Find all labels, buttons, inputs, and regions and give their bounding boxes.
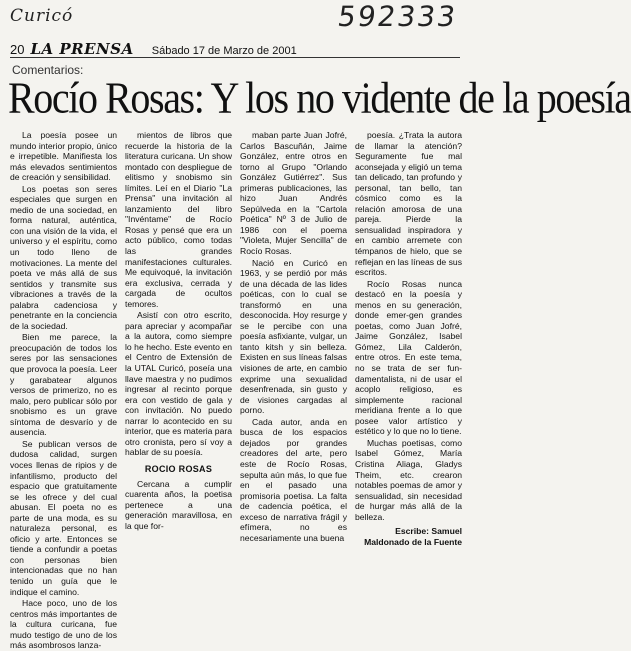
paragraph: mientos de libros que recuerde la historia de la literatura curicana. Un show montado con despliegue de elitismo y snobismo sin límites. Leí en el Diario "La Prensa" una invitación al lanzamiento del libro "Invéntame" de Rocío Rosas y pensé que era un acto público, como todas las grandes manifestaciones culturales. Me equivoqué, la invitación era exclusiva, cerrada y cargada de ocultos temores. (125, 130, 232, 309)
paragraph: Muchas poetisas, como Isabel Gómez, María Cristina Aliaga, Gladys Theim, etc. crearon notables poemas de amor y sensualidad, sin necesidad de hurgar más allá de la belleza. (355, 437, 462, 522)
paragraph: Rocío Rosas nunca destacó en la poesía y menos en su generación, donde emer-gen grandes poetas, como Juan Jofré, Jaime González, Isabel Gómez, Lila Calderón, entre otros. En este tema, no se trata de ser fun-damentalista, ni de usar el acoplo religioso, es simplemente racional meridiana frente a lo que posee valor artístico y estético y lo que no lo tiene. (355, 278, 462, 437)
paragraph: Se publican versos de dudosa calidad, surgen voces llenas de ripios y de infantilismo, producto del espacio que gratuitamente se les ofrece y del cual abusan. El poeta no es parte de una moda, es su naturaleza personal, es oficio y arte. Entonces se tiende a confundir a poetas con personas bien intencionadas que no han tenido un guía que le indique el camino. (10, 438, 117, 597)
paragraph: Cercana a cumplir cuarenta años, la poetisa pertenece a una generación maravillosa, en la que for- (125, 478, 232, 531)
headline: Rocío Rosas: Y los no vidente de la poesía (8, 72, 631, 123)
handwritten-archive-number: 592333 (335, 0, 460, 33)
byline: Escribe: Samuel Maldonado de la Fuente (364, 526, 462, 547)
article-column-4 (355, 130, 462, 598)
subheading: ROCIO ROSAS (144, 463, 213, 474)
paragraph: Nació en Curicó en 1963, y se perdió por más de una década de las lides poéticas, con lo cual se transformó en una desconocida. Hoy resurge y se le percibe con una poesía asfixiante, vulgar, un tanto kitsh y sin belleza. Existen en sus líneas falsas visiones de arte, en cambio exprime una sexualidad desenfrenada, sin gusto y de visiones cargadas al porno. (240, 257, 347, 416)
article-column-3 (240, 130, 347, 598)
paragraph: poesía. ¿Trata la autora de llamar la atención? Seguramente fue mal aconsejada y eligió un tema tan delicado, tan profundo y personal, tan bello, tan cósmico como es la relación amorosa de una pareja. Pierde la sensualidad inspiradora y en cambio arremete con témpanos de hielo, que se reflejan en las líneas de sus escritos. (355, 130, 462, 278)
paragraph: La poesía posee un mundo interior propio, único e irrepetible. Manifiesta los más elevados sentimientos de creación y sensibilidad. (10, 130, 117, 183)
header-divider (10, 57, 460, 58)
paragraph: Cada autor, anda en busca de los espacios dejados por grandes creadores del arte, pero este de Rocío Rosas, sepulta aún más, lo que fue en el pasado una promisoria poetisa. La falta de cadencia poética, el exceso de narrativa frágil y efímera, no es necesariamente una buena (240, 416, 347, 543)
paragraph: Los poetas son seres especiales que surgen en medio de una sociedad, en forma natural, auténtica, con una visión de la vida, el universo y el espíritu, como un todo lleno de motivaciones. La mente del poeta ve más allá de sus sentidos y transmite sus vibraciones a través de la palabra cadenciosa y penetrante en la conciencia de la sociedad. (10, 183, 117, 331)
article-column-2 (125, 130, 232, 598)
section-label: Comentarios: (12, 63, 84, 77)
paragraph: Bien me parece, la preocupación de todos los seres por las sensaciones que provoca la poesía. Leer y garabatear algunos versos de primerizo, no es malo, pero publicar sólo por snobismo es un grave síntoma de desvarío y de ausencia. (10, 332, 117, 438)
paragraph: maban parte Juan Jofré, Carlos Bascuñán, Jaime González, entre otros en torno al Grupo "Orlando González Gutiérrez". Sus primeras publicaciones, las hizo Juan Andrés Sepúlveda en la "Cartola Poética" Nº 3 de Julio de 1986 con el poema "Violeta, Mujer Sencilla" de Rocío Rosas. (240, 130, 347, 257)
page-number: 20 (10, 42, 25, 57)
paragraph: Hace poco, uno de los centros más importantes de la cultura curicana, fue mudo testigo de uno de los más asombrosos lanza- (10, 598, 117, 651)
article-column-1 (10, 130, 117, 651)
page-header (10, 40, 310, 58)
publication-date: Sábado 17 de Marzo de 2001 (151, 45, 297, 57)
article-body (10, 130, 462, 651)
handwritten-city-note: Curicó (10, 6, 74, 26)
paragraph: Asistí con otro escrito, para apreciar y acompañar a la autora, como siempre lo he hecho. Este evento en el Centro de Extensión de la UTAL Curicó, poseía una llave maestra y no pudimos ingresar al recinto porque era con vestido de gala y con invitación. No puedo narrar lo acontecido en su interior, que es materia para otro cronista, pero sí voy a hablar de su poesía. (125, 310, 233, 458)
newspaper-name: LA PRENSA (30, 40, 134, 58)
